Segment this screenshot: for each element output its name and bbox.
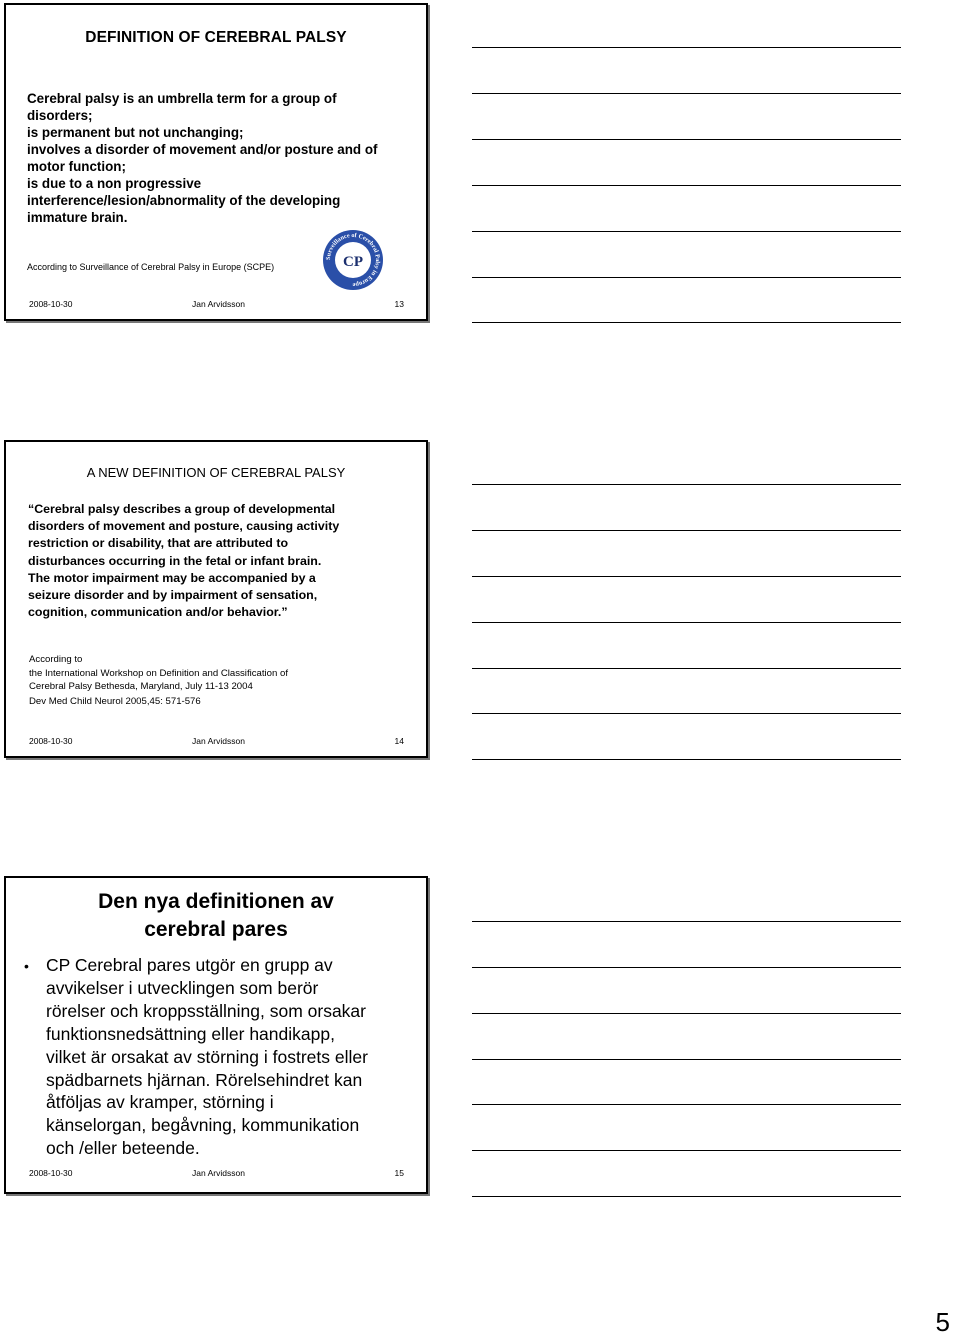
footer-date: 2008-10-30 bbox=[29, 736, 73, 746]
slide-body bbox=[27, 90, 417, 226]
note-line bbox=[472, 759, 901, 760]
citation bbox=[29, 653, 288, 694]
slide-14 bbox=[4, 440, 428, 758]
citation-line: the International Workshop on Definition and Classification of bbox=[29, 667, 289, 679]
slide-title bbox=[6, 888, 426, 944]
bullet-icon: • bbox=[24, 958, 29, 974]
note-line bbox=[472, 576, 901, 577]
logo-center-text: CP bbox=[343, 254, 363, 270]
note-line bbox=[472, 231, 901, 232]
body-line: och /eller beteende. bbox=[46, 1138, 200, 1159]
body-line: åtföljas av kramper, störning i bbox=[46, 1092, 274, 1113]
note-line bbox=[472, 530, 901, 531]
footer-author: Jan Arvidsson bbox=[192, 299, 245, 309]
body-line: disorders of movement and posture, causing activity bbox=[28, 519, 340, 534]
note-line bbox=[472, 185, 901, 186]
slide-number: 13 bbox=[394, 299, 404, 309]
slide-13 bbox=[4, 3, 428, 321]
body-line: spädbarnets hjärnan. Rörelsehindret kan bbox=[46, 1069, 363, 1090]
slide-title: A NEW DEFINITION OF CEREBRAL PALSY bbox=[86, 465, 346, 480]
note-line bbox=[472, 967, 901, 968]
source-note: According to Surveillance of Cerebral Palsy in Europe (SCPE) bbox=[27, 262, 275, 272]
body-line: rörelser och kroppsställning, som orsakar bbox=[46, 1000, 366, 1021]
note-line bbox=[472, 484, 901, 485]
body-line: funktionsnedsättning eller handikapp, bbox=[46, 1023, 335, 1044]
body-line: is permanent but not unchanging; bbox=[27, 125, 244, 140]
note-line bbox=[472, 1059, 901, 1060]
slide-body bbox=[46, 954, 416, 1160]
body-line: immature brain. bbox=[27, 210, 128, 225]
footer-date: 2008-10-30 bbox=[29, 299, 73, 309]
body-line: restriction or disability, that are attributed to bbox=[28, 536, 289, 551]
body-line: cognition, communication and/or behavior.” bbox=[28, 605, 288, 620]
page-number: 5 bbox=[935, 1307, 950, 1337]
note-line bbox=[472, 1013, 901, 1014]
body-line: avvikelser i utvecklingen som berör bbox=[46, 977, 319, 998]
footer-author: Jan Arvidsson bbox=[192, 736, 245, 746]
body-line: “Cerebral palsy describes a group of developmental bbox=[28, 502, 336, 516]
title-line: cerebral pares bbox=[144, 918, 288, 941]
body-line: interference/lesion/abnormality of the developing bbox=[27, 193, 341, 208]
note-line bbox=[472, 139, 901, 140]
note-line bbox=[472, 47, 901, 48]
note-line bbox=[472, 1150, 901, 1151]
slide-body bbox=[28, 501, 423, 621]
footer-date: 2008-10-30 bbox=[29, 1168, 73, 1178]
body-line: vilket är orsakat av störning i fostrets eller bbox=[46, 1046, 368, 1067]
note-line bbox=[472, 1196, 901, 1197]
slide-number: 15 bbox=[394, 1168, 404, 1178]
body-line: CP Cerebral pares utgör en grupp av bbox=[46, 955, 333, 975]
citation-line: According to bbox=[29, 654, 83, 665]
note-line bbox=[472, 622, 901, 623]
note-line bbox=[472, 322, 901, 323]
citation-line: Cerebral Palsy Bethesda, Maryland, July 11-13 2004 bbox=[29, 681, 253, 693]
note-line bbox=[472, 1104, 901, 1105]
note-line bbox=[472, 921, 901, 922]
body-line: seizure disorder and by impairment of sensation, bbox=[28, 588, 318, 603]
body-line: Cerebral palsy is an umbrella term for a group of bbox=[27, 91, 337, 106]
footer-author: Jan Arvidsson bbox=[192, 1168, 245, 1178]
note-line bbox=[472, 277, 901, 278]
body-line: känselorgan, begåvning, kommunikation bbox=[46, 1115, 360, 1136]
scpe-logo-seal-icon bbox=[322, 229, 384, 291]
slide-number: 14 bbox=[394, 736, 404, 746]
title-line: Den nya definitionen av bbox=[98, 890, 334, 913]
body-line: The motor impairment may be accompanied by a bbox=[28, 570, 316, 585]
note-line bbox=[472, 713, 901, 714]
journal-reference: Dev Med Child Neurol 2005,45: 571-576 bbox=[29, 696, 201, 707]
note-line bbox=[472, 668, 901, 669]
logo-ring-text: Surveillance of Cerebral Palsy in Europe bbox=[324, 231, 382, 289]
body-line: disturbances occurring in the fetal or infant brain. bbox=[28, 553, 322, 568]
slide-title: DEFINITION OF CEREBRAL PALSY bbox=[85, 29, 347, 46]
body-line: motor function; bbox=[27, 159, 126, 174]
note-line bbox=[472, 93, 901, 94]
body-line: involves a disorder of movement and/or posture and of bbox=[27, 142, 378, 157]
body-line: disorders; bbox=[27, 108, 93, 123]
slide-15 bbox=[4, 876, 428, 1194]
body-line: is due to a non progressive bbox=[27, 176, 202, 191]
